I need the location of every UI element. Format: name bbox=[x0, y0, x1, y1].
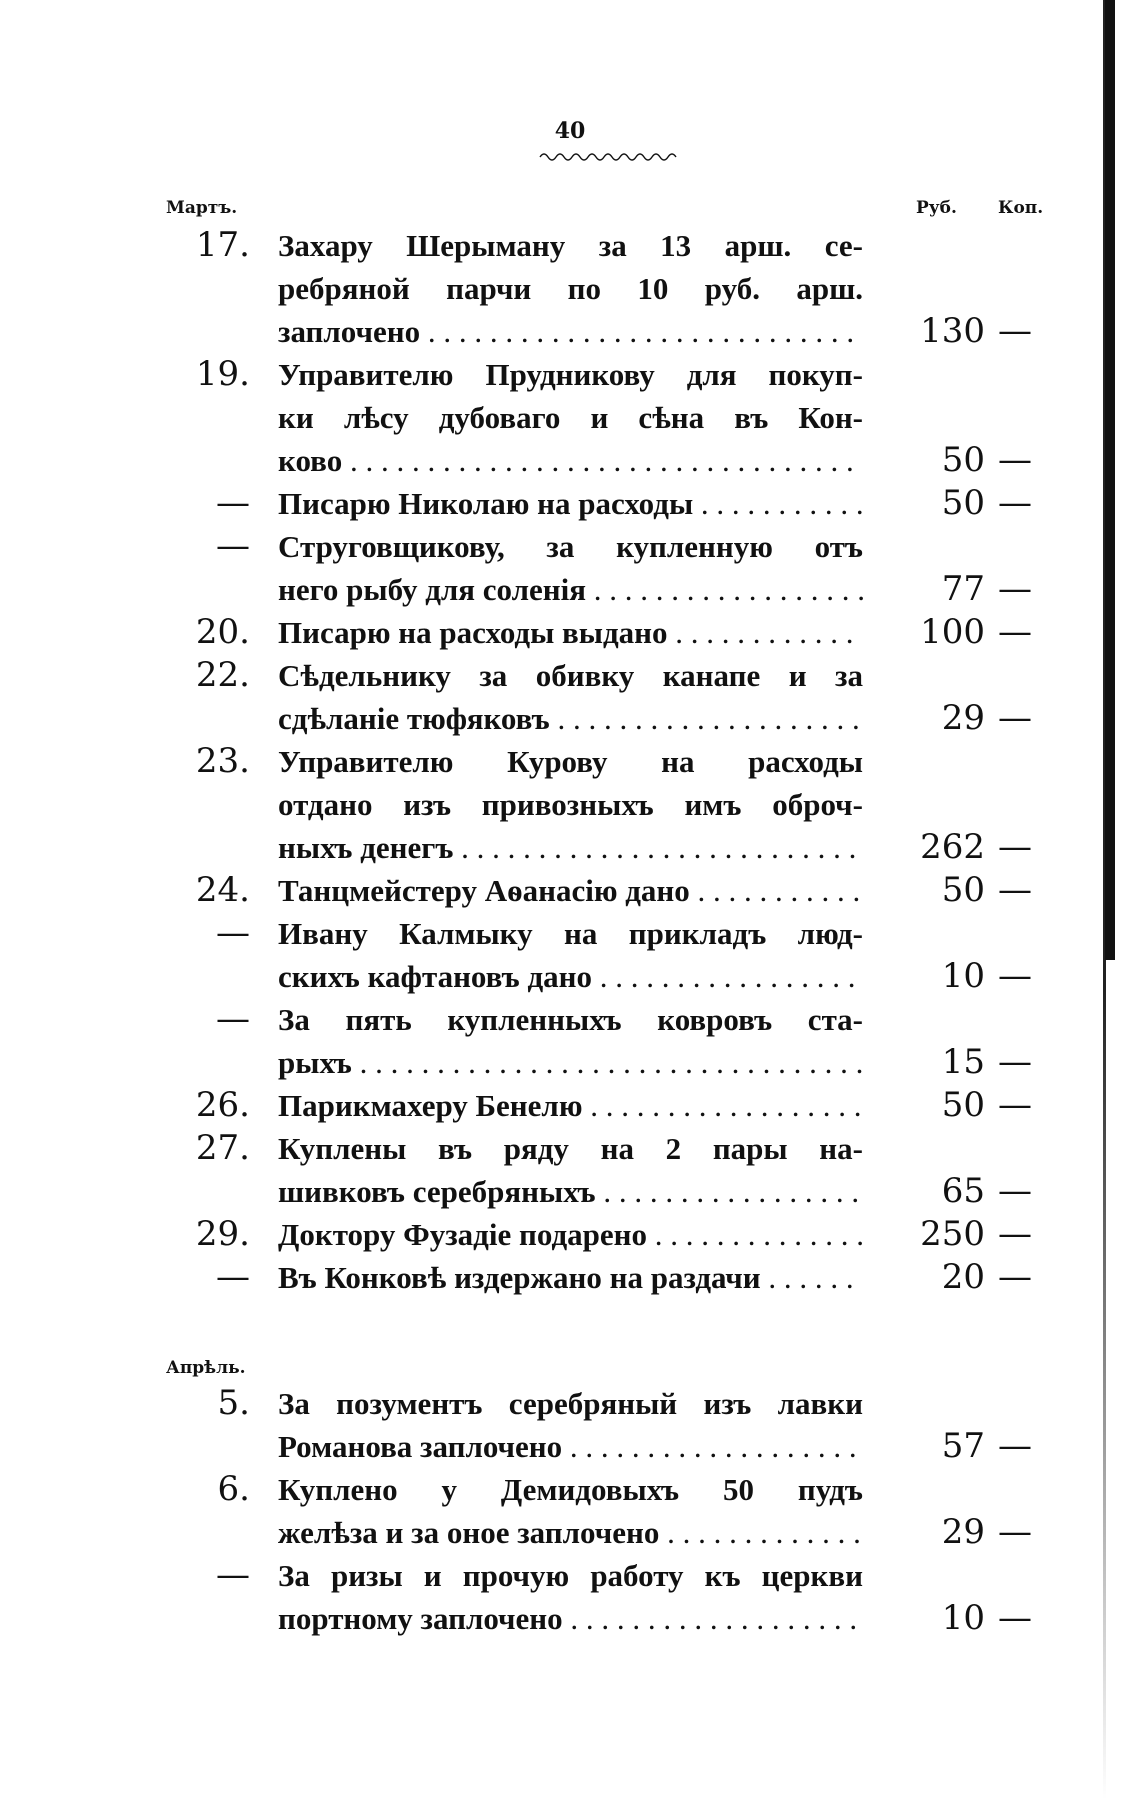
entry-date: 5. bbox=[217, 1383, 250, 1423]
entry-text: Куплены въ ряду на 2 пары на- bbox=[278, 1131, 863, 1166]
entry-line bbox=[0, 1511, 1140, 1554]
entry-text: Управителю Прудникову для покуп- bbox=[278, 357, 863, 392]
amount-rubles: 100 bbox=[920, 612, 985, 652]
amount-rubles: 50 bbox=[941, 440, 985, 480]
amount-kopecks: — bbox=[998, 1085, 1032, 1125]
ledger-april bbox=[0, 1382, 1140, 1640]
entry-line bbox=[0, 869, 1140, 912]
ledger-entry bbox=[0, 1468, 1140, 1554]
ledger-entry bbox=[0, 1084, 1140, 1127]
amount-kopecks: — bbox=[998, 1512, 1032, 1552]
entry-line bbox=[0, 611, 1140, 654]
amount-kopecks: — bbox=[998, 956, 1032, 996]
amount-rubles: 57 bbox=[941, 1426, 985, 1466]
entry-line bbox=[0, 1213, 1140, 1256]
entry-text: него рыбу для соленія . . . bbox=[278, 568, 863, 611]
amount-kopecks: — bbox=[998, 870, 1032, 910]
entry-text: ково . . . bbox=[278, 439, 863, 482]
ledger-entry bbox=[0, 1127, 1140, 1213]
amount-kopecks: — bbox=[998, 1426, 1032, 1466]
entry-line bbox=[0, 1127, 1140, 1170]
entry-text: шивковъ серебряныхъ . . . bbox=[278, 1170, 863, 1213]
entry-text: Управителю Курову на расходы bbox=[278, 744, 863, 779]
ledger-entry bbox=[0, 912, 1140, 998]
amount-kopecks: — bbox=[998, 1214, 1032, 1254]
ledger-entry bbox=[0, 1554, 1140, 1640]
ledger-entry bbox=[0, 654, 1140, 740]
entry-text: ныхъ денегъ . . . bbox=[278, 826, 863, 869]
page-number: 40 bbox=[554, 118, 586, 144]
wavy-rule-ornament bbox=[538, 150, 678, 164]
entry-line bbox=[0, 1425, 1140, 1468]
entry-line bbox=[0, 783, 1140, 826]
amount-rubles: 50 bbox=[941, 870, 985, 910]
ledger-entry bbox=[0, 1213, 1140, 1256]
amount-rubles: 262 bbox=[920, 827, 985, 867]
entry-text: Ивану Калмыку на прикладъ люд- bbox=[278, 916, 863, 951]
entry-date: 27. bbox=[195, 1128, 250, 1168]
entry-date: 23. bbox=[195, 741, 250, 781]
entry-line bbox=[0, 912, 1140, 955]
amount-kopecks: — bbox=[998, 612, 1032, 652]
entry-line bbox=[0, 1041, 1140, 1084]
entry-line bbox=[0, 654, 1140, 697]
entry-text: сдѣланіе тюфяковъ . . . bbox=[278, 697, 863, 740]
amount-kopecks: — bbox=[998, 483, 1032, 523]
amount-rubles: 130 bbox=[920, 311, 985, 351]
entry-text: Романова заплочено . . . bbox=[278, 1425, 863, 1468]
rubles-header: Руб. bbox=[916, 198, 957, 218]
amount-kopecks: — bbox=[998, 440, 1032, 480]
amount-kopecks: — bbox=[998, 569, 1032, 609]
amount-kopecks: — bbox=[998, 311, 1032, 351]
entry-line bbox=[0, 1554, 1140, 1597]
entry-text: За ризы и прочую работу къ церкви bbox=[278, 1558, 863, 1593]
entry-line bbox=[0, 224, 1140, 267]
entry-text: заплочено . . . bbox=[278, 310, 863, 353]
entry-line bbox=[0, 353, 1140, 396]
kopecks-header: Коп. bbox=[998, 198, 1044, 218]
ledger-entry bbox=[0, 1256, 1140, 1299]
ledger-entry bbox=[0, 998, 1140, 1084]
entry-text: скихъ кафтановъ дано . . . bbox=[278, 955, 863, 998]
entry-text: Доктору Фузадіе подарено . . . bbox=[278, 1213, 863, 1256]
ledger-entry bbox=[0, 611, 1140, 654]
amount-kopecks: — bbox=[998, 1598, 1032, 1638]
entry-date: 20. bbox=[195, 612, 250, 652]
amount-rubles: 29 bbox=[941, 698, 985, 738]
amount-rubles: 65 bbox=[941, 1171, 985, 1211]
amount-kopecks: — bbox=[998, 1171, 1032, 1211]
entry-text: Писарю Николаю на расходы . . . bbox=[278, 482, 863, 525]
ledger-entry bbox=[0, 353, 1140, 482]
amount-kopecks: — bbox=[998, 1042, 1032, 1082]
entry-line bbox=[0, 955, 1140, 998]
entry-line bbox=[0, 1382, 1140, 1425]
entry-date: 19. bbox=[195, 354, 250, 394]
entry-date: 22. bbox=[195, 655, 250, 695]
entry-date: — bbox=[216, 483, 250, 523]
ledger-entry bbox=[0, 482, 1140, 525]
entry-line bbox=[0, 1256, 1140, 1299]
entry-date: 17. bbox=[195, 225, 250, 265]
amount-kopecks: — bbox=[998, 698, 1032, 738]
amount-rubles: 15 bbox=[941, 1042, 985, 1082]
entry-text: рыхъ . . . bbox=[278, 1041, 863, 1084]
amount-rubles: 20 bbox=[941, 1257, 985, 1297]
entry-text: За позументъ серебряный изъ лавки bbox=[278, 1386, 863, 1421]
ledger-entry bbox=[0, 1382, 1140, 1468]
entry-text: портному заплочено . . . bbox=[278, 1597, 863, 1640]
entry-date: — bbox=[216, 526, 250, 566]
column-headers bbox=[0, 198, 1140, 222]
entry-text: Въ Конковѣ издержано на раздачи . . . bbox=[278, 1256, 863, 1299]
month-header: Мартъ. bbox=[166, 198, 238, 218]
entry-text: желѣза и за оное заплочено . . . bbox=[278, 1511, 863, 1554]
entry-line bbox=[0, 396, 1140, 439]
entry-line bbox=[0, 267, 1140, 310]
entry-line bbox=[0, 439, 1140, 482]
entry-line bbox=[0, 525, 1140, 568]
ledger-entry bbox=[0, 740, 1140, 869]
entry-text: Парикмахеру Бенелю . . . bbox=[278, 1084, 863, 1127]
ledger-entry bbox=[0, 224, 1140, 353]
amount-rubles: 29 bbox=[941, 1512, 985, 1552]
entry-line bbox=[0, 1084, 1140, 1127]
entry-line bbox=[0, 482, 1140, 525]
amount-rubles: 250 bbox=[920, 1214, 985, 1254]
amount-rubles: 50 bbox=[941, 1085, 985, 1125]
amount-rubles: 77 bbox=[941, 569, 985, 609]
entry-line bbox=[0, 310, 1140, 353]
amount-rubles: 50 bbox=[941, 483, 985, 523]
entry-line bbox=[0, 697, 1140, 740]
ledger-entry bbox=[0, 525, 1140, 611]
entry-line bbox=[0, 1170, 1140, 1213]
month-label-april: Апрѣль. bbox=[166, 1358, 246, 1378]
entry-line bbox=[0, 568, 1140, 611]
entry-date: 29. bbox=[195, 1214, 250, 1254]
entry-text: Куплено у Демидовыхъ 50 пудъ bbox=[278, 1472, 863, 1507]
entry-line bbox=[0, 740, 1140, 783]
amount-rubles: 10 bbox=[941, 1598, 985, 1638]
entry-date: — bbox=[216, 913, 250, 953]
entry-text: За пять купленныхъ ковровъ ста- bbox=[278, 1002, 863, 1037]
amount-rubles: 10 bbox=[941, 956, 985, 996]
entry-line bbox=[0, 826, 1140, 869]
entry-text: отдано изъ привозныхъ имъ оброч- bbox=[278, 787, 863, 822]
entry-date: 6. bbox=[217, 1469, 250, 1509]
entry-text: Захару Шерыману за 13 арш. се- bbox=[278, 228, 863, 263]
entry-text: Писарю на расходы выдано . . . bbox=[278, 611, 863, 654]
entry-date: — bbox=[216, 1555, 250, 1595]
entry-text: Струговщикову, за купленную отъ bbox=[278, 529, 863, 564]
entry-text: Танцмейстеру Аѳанасію дано . . . bbox=[278, 869, 863, 912]
entry-date: — bbox=[216, 999, 250, 1039]
entry-date: — bbox=[216, 1257, 250, 1297]
entry-line bbox=[0, 1468, 1140, 1511]
entry-date: 24. bbox=[195, 870, 250, 910]
entry-text: ки лѣсу дубоваго и сѣна въ Кон- bbox=[278, 400, 863, 435]
ledger-march bbox=[0, 224, 1140, 1299]
entry-text: ребряной парчи по 10 руб. арш. bbox=[278, 271, 863, 306]
entry-line bbox=[0, 1597, 1140, 1640]
entry-date: 26. bbox=[195, 1085, 250, 1125]
ledger-entry bbox=[0, 869, 1140, 912]
amount-kopecks: — bbox=[998, 827, 1032, 867]
entry-line bbox=[0, 998, 1140, 1041]
amount-kopecks: — bbox=[998, 1257, 1032, 1297]
entry-text: Сѣдельнику за обивку канапе и за bbox=[278, 658, 863, 693]
